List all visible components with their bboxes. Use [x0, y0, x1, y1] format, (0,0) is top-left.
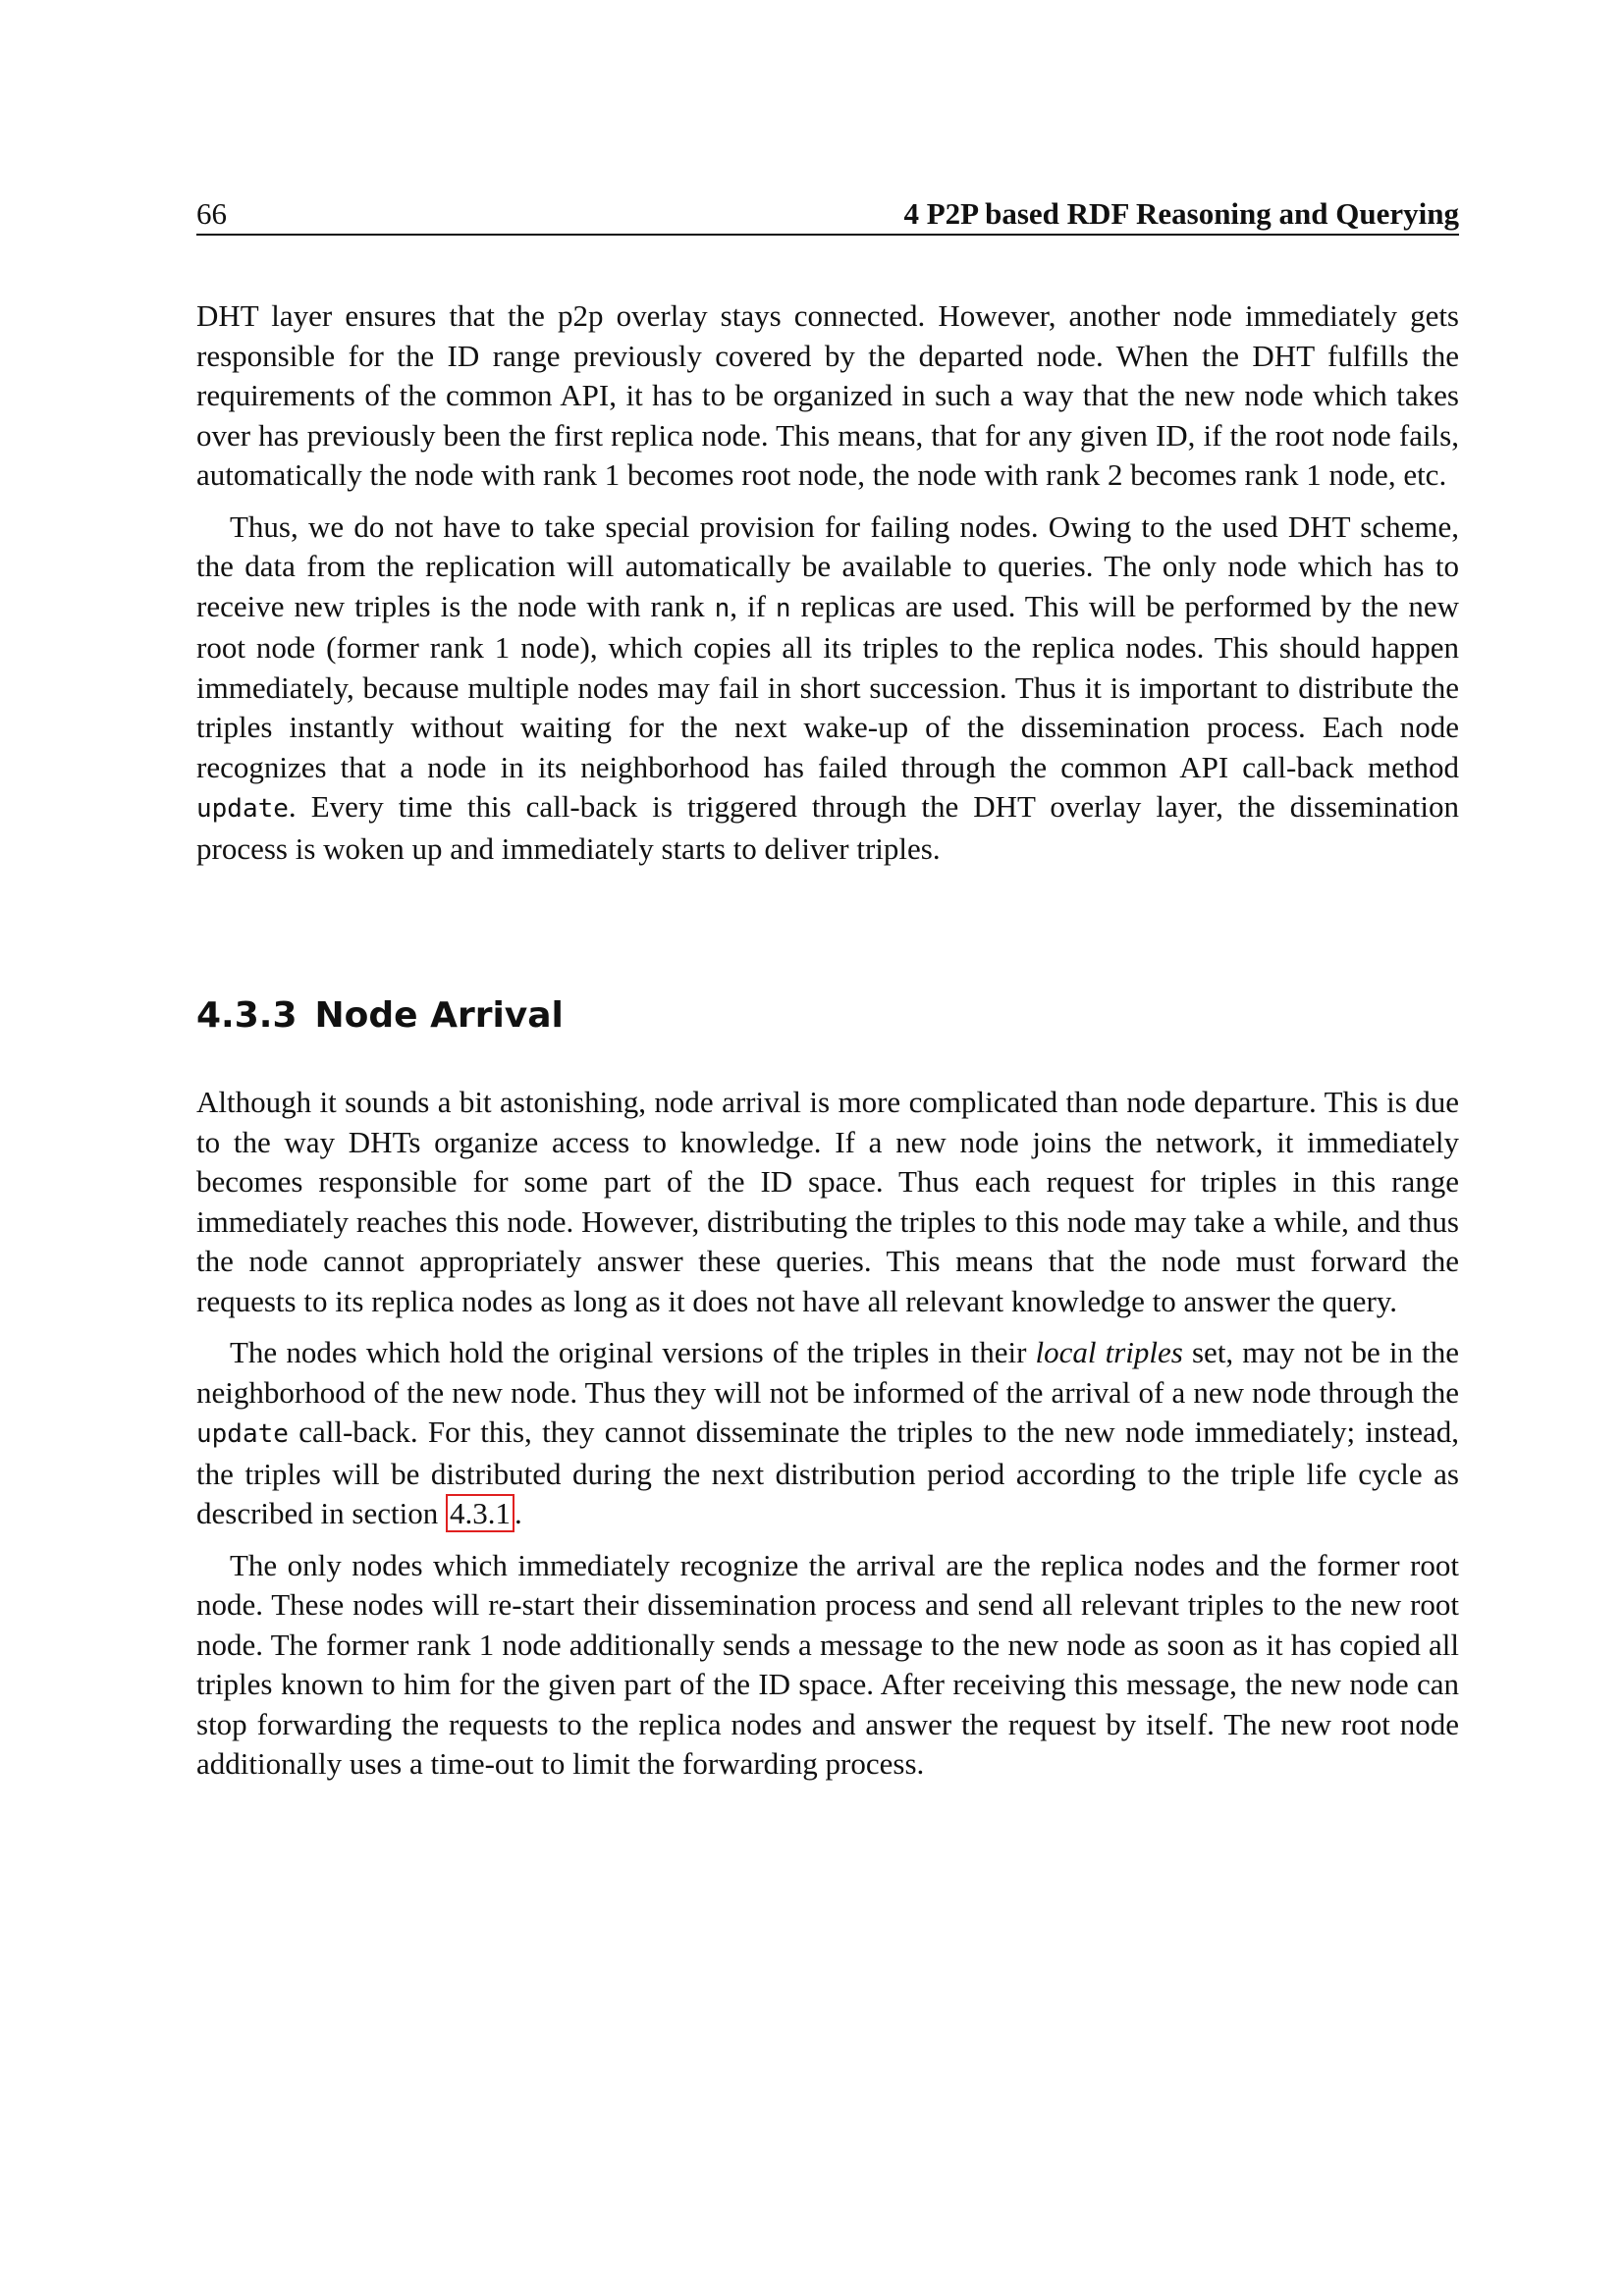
italic-term: local triples [1035, 1335, 1183, 1369]
text-span: , if [730, 588, 776, 623]
section-title: Node Arrival [314, 995, 564, 1036]
running-header [196, 196, 1459, 236]
page-number: 66 [196, 196, 227, 231]
paragraph-original-versions [196, 1333, 1459, 1534]
page [196, 196, 1459, 1796]
text-span: replicas are used. This will be performed by the new root node (former rank 1 node), which copies all its triples to the replica nodes. This should happen immediately, because multiple nodes may fail in short succession. Thus it is important to distribute the triples instantly without waiting for the next wake-up of the dissemination process. Each node recognizes that a node in its neighborhood has failed through the common API call-back method [196, 588, 1460, 784]
text-span: The nodes which hold the original versions of the triples in their [230, 1335, 1036, 1369]
code-n: n [714, 593, 731, 623]
text-span: call-back. For this, they cannot disseminate the triples to the new node immediately; instead, the triples will be distributed during the next distribution period according to the triple life cycle as described in section [196, 1415, 1459, 1530]
section-reference-link[interactable]: 4.3.1 [446, 1494, 514, 1532]
section-number: 4.3.3 [196, 995, 298, 1036]
code-update: update [196, 1419, 289, 1449]
paragraph-departure-end: DHT layer ensures that the p2p overlay stays connected. However, another node immediately gets responsible for the ID range previously covered by the departed node. When the DHT fulfills the requirements of the common API, it has to be organized in such a way that the new node which takes over has previously been the first replica node. This means, that for any given ID, if the root node fails, automatically the node with rank 1 becomes root node, the node with rank 2 becomes rank 1 node, etc. [196, 298, 1459, 492]
paragraph-node-arrival: Although it sounds a bit astonishing, node arrival is more complicated than node departure. This is due to the way DHTs organize access to knowledge. If a new node joins the network, it immediately becomes responsible for some part of the ID space. Thus each request for triples in this range immediately reaches this node. However, distributing the triples to this node may take a while, and thus the node cannot appropriately answer these queries. This means that the node must forward the requests to its replica nodes as long as it does not have all relevant knowledge to answer the query. [196, 1085, 1459, 1318]
section-heading [196, 994, 1459, 1038]
text-span: . Every time this call-back is triggered through the DHT overlay layer, the dissemination process is woken up and immediately starts to deliver triples. [196, 789, 1459, 866]
code-update: update [196, 794, 289, 824]
text-span: Thus, we do not have to take special provision for failing nodes. Owing to the used DHT scheme, the data from the replication will automatically be available to queries. The only node which has to receive new triples is the node with rank [196, 508, 1459, 623]
code-n: n [775, 593, 791, 623]
paragraph-replica-recognize: The only nodes which immediately recognize the arrival are the replica nodes and the former root node. These nodes will re-start their dissemination process and send all relevant triples to the new root node. The former rank 1 node additionally sends a message to the new node as soon as it has copied all triples known to him for the given part of the ID space. After receiving this message, the new node can stop forwarding the requests to the replica nodes and answer the request by itself. The new root node additionally uses a time-out to limit the forwarding process. [196, 1547, 1459, 1781]
text-span: set, may not be in the neighborhood of the new node. Thus they will not be informed of the arrival of a new node through the [196, 1335, 1460, 1410]
body-text [196, 296, 1459, 1785]
text-span: . [514, 1496, 522, 1530]
paragraph-failing-nodes [196, 507, 1459, 870]
chapter-title: 4 P2P based RDF Reasoning and Querying [903, 196, 1459, 231]
